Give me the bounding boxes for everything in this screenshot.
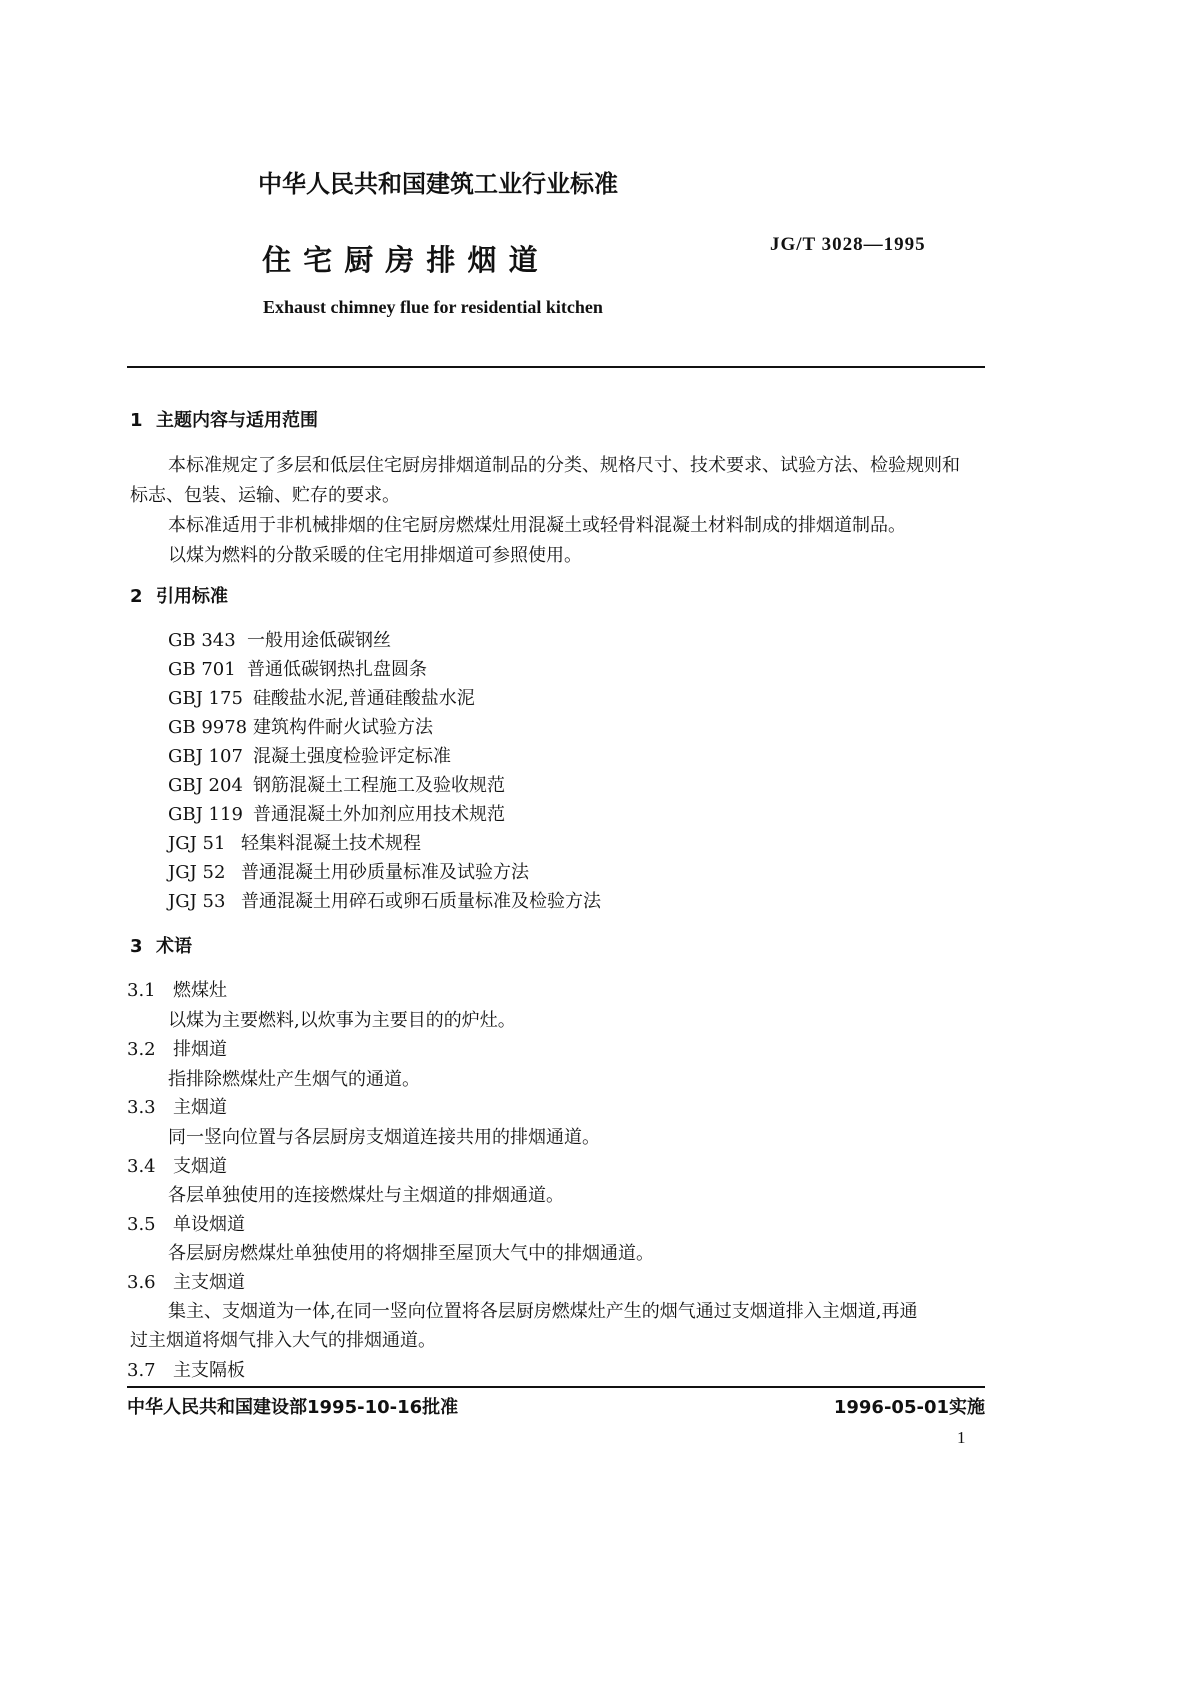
term-heading: 3.4 支烟道 bbox=[127, 1156, 227, 1177]
paragraph: 本标准规定了多层和低层住宅厨房排烟道制品的分类、规格尺寸、技术要求、试验方法、检验规则和 bbox=[168, 455, 960, 476]
reference-item: JGJ 51 轻集料混凝土技术规程 bbox=[168, 833, 421, 854]
reference-item: GBJ 204 钢筋混凝土工程施工及验收规范 bbox=[168, 775, 505, 796]
english-title: Exhaust chimney flue for residential kitchen bbox=[263, 297, 603, 317]
section-title: 术语 bbox=[156, 936, 192, 957]
footer-rule bbox=[127, 1386, 985, 1388]
term-definition: 过主烟道将烟气排入大气的排烟通道。 bbox=[130, 1330, 436, 1351]
standard-number: JG/T 3028—1995 bbox=[770, 234, 926, 255]
paragraph: 本标准适用于非机械排烟的住宅厨房燃煤灶用混凝土或轻骨料混凝土材料制成的排烟道制品。 bbox=[168, 515, 906, 536]
section-number: 1 bbox=[130, 410, 143, 431]
term-heading: 3.2 排烟道 bbox=[127, 1039, 227, 1060]
reference-item: GBJ 107 混凝土强度检验评定标准 bbox=[168, 746, 451, 767]
paragraph: 标志、包装、运输、贮存的要求。 bbox=[130, 485, 400, 506]
term-heading: 3.6 主支烟道 bbox=[127, 1272, 245, 1293]
term-definition: 各层厨房燃煤灶单独使用的将烟排至屋顶大气中的排烟通道。 bbox=[168, 1243, 654, 1264]
reference-item: GB 343 一般用途低碳钢丝 bbox=[168, 630, 391, 651]
section-title: 主题内容与适用范围 bbox=[156, 410, 318, 431]
term-definition: 各层单独使用的连接燃煤灶与主烟道的排烟通道。 bbox=[168, 1185, 564, 1206]
reference-item: GB 701 普通低碳钢热扎盘圆条 bbox=[168, 659, 427, 680]
reference-item: JGJ 52 普通混凝土用砂质量标准及试验方法 bbox=[168, 862, 529, 883]
reference-item: GB 9978 建筑构件耐火试验方法 bbox=[168, 717, 433, 738]
reference-item: GBJ 119 普通混凝土外加剂应用技术规范 bbox=[168, 804, 505, 825]
term-definition: 以煤为主要燃料,以炊事为主要目的的炉灶。 bbox=[168, 1010, 516, 1031]
approval-date: 中华人民共和国建设部1995-10-16批准 bbox=[127, 1397, 459, 1418]
issuing-authority: 中华人民共和国建筑工业行业标准 bbox=[258, 170, 618, 198]
effective-date: 1996-05-01实施 bbox=[833, 1397, 985, 1418]
section-2-heading bbox=[130, 582, 228, 608]
term-heading: 3.3 主烟道 bbox=[127, 1097, 227, 1118]
term-definition: 集主、支烟道为一体,在同一竖向位置将各层厨房燃煤灶产生的烟气通过支烟道排入主烟道,再通 bbox=[168, 1301, 918, 1322]
paragraph: 以煤为燃料的分散采暖的住宅用排烟道可参照使用。 bbox=[168, 545, 582, 566]
section-3-heading bbox=[130, 932, 192, 958]
section-title: 引用标准 bbox=[156, 586, 228, 607]
section-number: 2 bbox=[130, 586, 143, 607]
page-number: 1 bbox=[957, 1428, 966, 1447]
header-rule bbox=[127, 366, 985, 368]
section-1-heading bbox=[130, 406, 318, 432]
term-heading: 3.1 燃煤灶 bbox=[127, 980, 227, 1001]
term-definition: 指排除燃煤灶产生烟气的通道。 bbox=[168, 1069, 420, 1090]
section-number: 3 bbox=[130, 936, 143, 957]
document-title: 住 宅 厨 房 排 烟 道 bbox=[262, 243, 539, 277]
term-definition: 同一竖向位置与各层厨房支烟道连接共用的排烟通道。 bbox=[168, 1127, 600, 1148]
term-heading: 3.7 主支隔板 bbox=[127, 1360, 245, 1381]
reference-item: GBJ 175 硅酸盐水泥,普通硅酸盐水泥 bbox=[168, 688, 475, 709]
term-heading: 3.5 单设烟道 bbox=[127, 1214, 245, 1235]
reference-item: JGJ 53 普通混凝土用碎石或卵石质量标准及检验方法 bbox=[168, 891, 601, 912]
